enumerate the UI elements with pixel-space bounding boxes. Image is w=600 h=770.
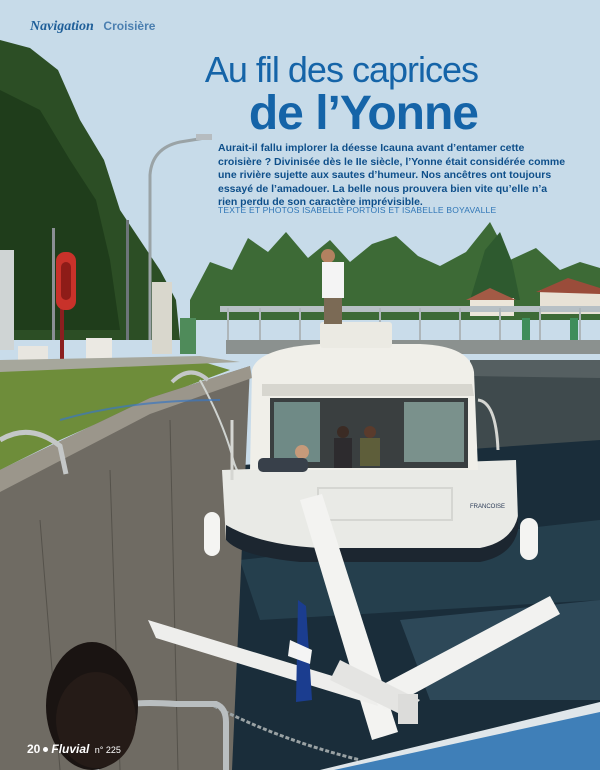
title-line-2: de l’Yonne — [248, 87, 478, 140]
intro-paragraph: Aurait-il fallu implorer la déesse Icauna avant d’entamer cette croisière ? Divinisée dès le IIe siècle, l’Yonne était considérée comme une rivière sujette aux sautes d’humeur. Nos ancêtres ont toujours essayé de l’amadouer. La belle nous prouvera bien vite qu’elle n’a rien perdu de son caractère imprévisible. — [218, 142, 566, 208]
title-line-1: Au fil des caprices — [204, 49, 478, 90]
magazine-name: Fluvial — [51, 742, 90, 756]
page-number: 20 — [27, 742, 41, 756]
boat-name: FRANCOISE — [470, 504, 506, 510]
author-credit: TEXTE ET PHOTOS ISABELLE PORTOIS ET ISABELLE BOYAVALLE — [218, 205, 497, 215]
section-header — [30, 18, 155, 35]
issue-number: n° 225 — [94, 745, 121, 755]
subsection-label: Croisière — [103, 19, 156, 33]
bullet-icon — [43, 747, 48, 752]
page-footer — [27, 742, 121, 756]
article-title — [204, 49, 478, 140]
section-label: Navigation — [30, 19, 94, 34]
